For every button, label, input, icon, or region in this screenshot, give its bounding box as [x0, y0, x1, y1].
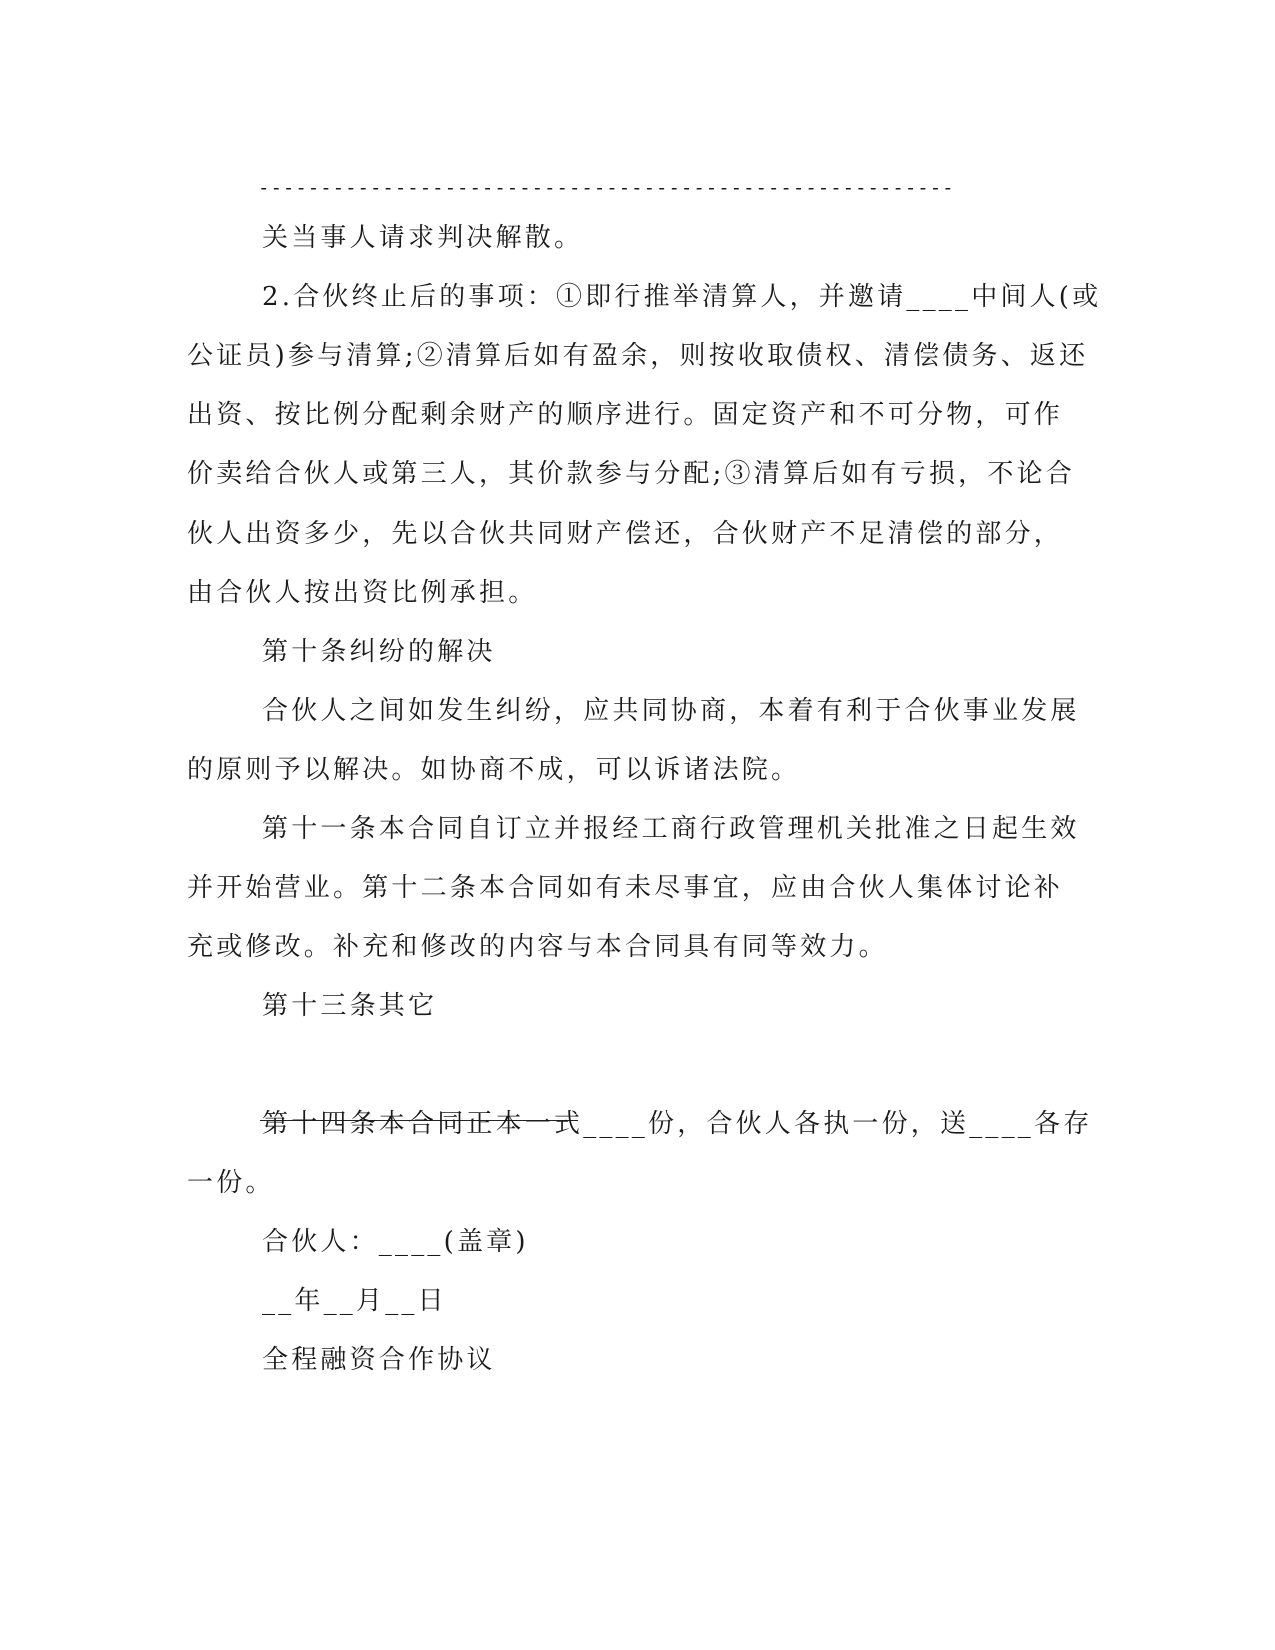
paragraph-line: 公证员)参与清算;②清算后如有盈余，则按收取债权、清偿债务、返还 — [187, 341, 1089, 371]
paragraph-line: 的原则予以解决。如协商不成，可以诉诸法院。 — [187, 755, 801, 785]
paragraph-line: 充或修改。补充和修改的内容与本合同具有同等效力。 — [187, 932, 888, 962]
paragraph-line: 第十一条本合同自订立并报经工商行政管理机关批准之日起生效 — [262, 814, 1080, 844]
paragraph-line: 并开始营业。第十二条本合同如有未尽事宜，应由合伙人集体讨论补 — [187, 873, 1064, 903]
paragraph-line: 伙人出资多少，先以合伙共同财产偿还，合伙财产不足清偿的部分， — [187, 519, 1064, 549]
paragraph-line: 第十四条本合同正本一式____份，合伙人各执一份，送____各存 — [262, 1109, 1093, 1139]
paragraph-line: 一份。 — [187, 1168, 275, 1198]
section-heading: 第十条纠纷的解决 — [262, 637, 496, 667]
signature-line: 合伙人：____(盖章) — [262, 1227, 529, 1257]
date-line: __年__月__日 — [262, 1286, 447, 1316]
document-title: 全程融资合作协议 — [262, 1345, 496, 1375]
paragraph-line: 关当事人请求判决解散。 — [262, 223, 584, 253]
paragraph-line: 2.合伙终止后的事项：①即行推举清算人，并邀请____中间人(或 — [262, 282, 1102, 312]
section-heading: 第十三条其它 — [262, 991, 438, 1021]
paragraph-line: 出资、按比例分配剩余财产的顺序进行。固定资产和不可分物，可作 — [187, 400, 1064, 430]
paragraph-line: 由合伙人按出资比例承担。 — [187, 578, 538, 608]
paragraph-line: 价卖给合伙人或第三人，其价款参与分配;③清算后如有亏损，不论合 — [187, 459, 1075, 489]
paragraph-line: 合伙人之间如发生纠纷，应共同协商，本着有利于合伙事业发展 — [262, 696, 1080, 726]
separator-dashes: -------------------------------------------------------- — [258, 177, 955, 199]
